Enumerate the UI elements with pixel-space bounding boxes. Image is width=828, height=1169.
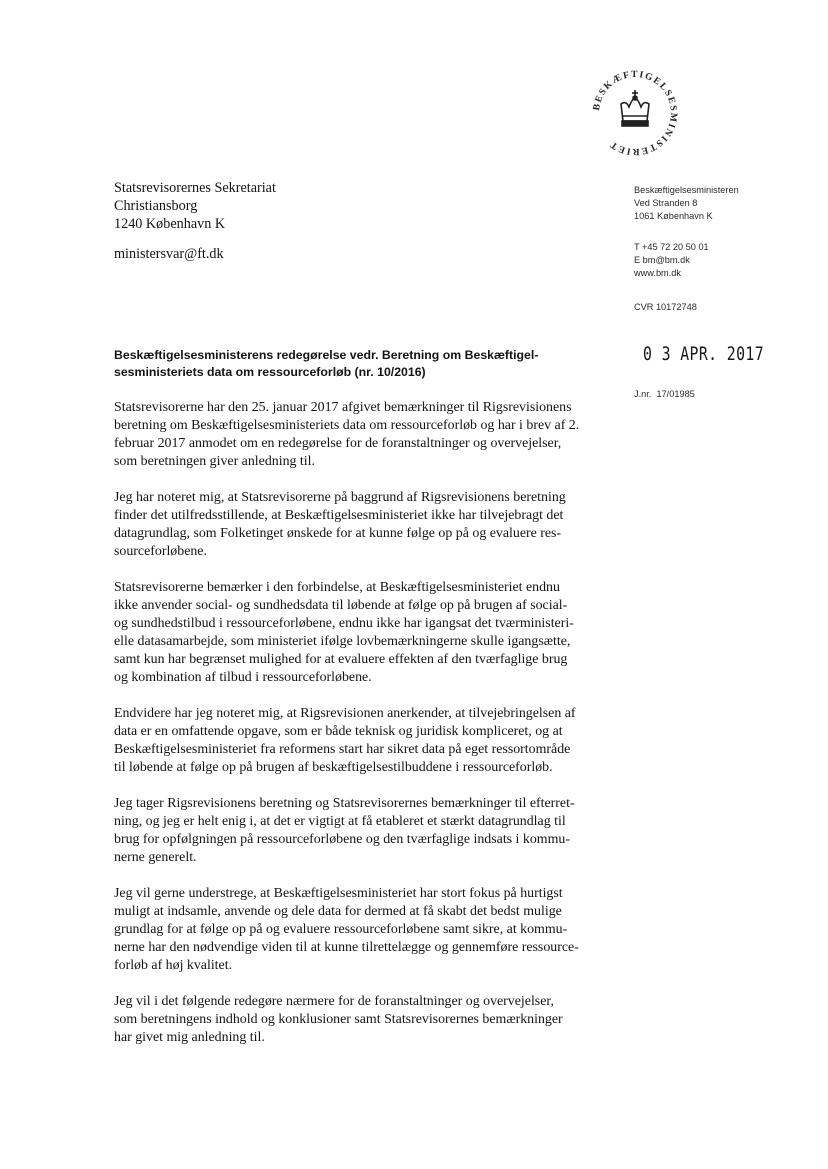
date-stamp: 0 3 APR. 2017 <box>643 343 765 365</box>
paragraph <box>114 579 604 687</box>
paragraph <box>114 705 604 777</box>
paragraph-line: sourceforløbene. <box>114 544 207 559</box>
paragraph-line: og kombination af tilbud i ressourceforløbene. <box>114 670 372 685</box>
paragraph-line: Jeg tager Rigsrevisionens beretning og Statsrevisorernes bemærkninger til efterret- <box>114 796 575 811</box>
paragraph-line: Jeg vil gerne understrege, at Beskæftigelsesministeriet har stort fokus på hurtigst <box>114 886 563 901</box>
paragraph-line: forløb af høj kvalitet. <box>114 958 233 973</box>
recipient-line: Christiansborg <box>114 198 198 214</box>
sender-phone: T +45 72 20 50 01 <box>634 242 709 252</box>
recipient-line: Statsrevisorernes Sekretariat <box>114 180 276 196</box>
journal-number: J.nr. 17/01985 <box>634 389 695 399</box>
paragraph-line: ikke anvender social- og sundhedsdata til løbende at følge op på brugen af social- <box>114 598 568 613</box>
paragraph-line: som beretningens indhold og konklusioner samt Statsrevisorernes bemærkninger <box>114 1012 563 1027</box>
paragraph <box>114 489 604 561</box>
paragraph-line: Statsrevisorerne har den 25. januar 2017 afgivet bemærkninger til Rigsrevisionens <box>114 400 572 415</box>
paragraph-line: samt kun har begrænset mulighed for at evaluere effekten af den tværfaglige brug <box>114 652 568 667</box>
paragraph-line: som beretningen giver anledning til. <box>114 454 315 469</box>
paragraph-line: nerne generelt. <box>114 850 197 865</box>
subject-line: sesministeriets data om ressourceforløb (nr. 10/2016) <box>114 365 426 379</box>
paragraph-line: nerne har den nødvendige viden til at kunne tilrettelægge og gennemføre ressource- <box>114 940 579 955</box>
paragraph-line: grundlag for at følge op på og evaluere ressourceforløbene samt sikre, at kommu- <box>114 922 568 937</box>
paragraph-line: brug for opfølgningen på ressourceforløbene og den tværfaglige indsats i kommu- <box>114 832 570 847</box>
sender-address-line: Ved Stranden 8 <box>634 198 698 208</box>
paragraph-line: Beskæftigelsesministeriet fra reformens start har sikret data på eget ressortområde <box>114 742 571 757</box>
paragraph-line: har givet mig anledning til. <box>114 1030 265 1045</box>
paragraph-line: februar 2017 anmodet om en redegørelse for de foranstaltninger og overvejelser, <box>114 436 562 451</box>
sender-address-line: 1061 København K <box>634 211 713 221</box>
paragraph-line: Statsrevisorerne bemærker i den forbindelse, at Beskæftigelsesministeriet endnu <box>114 580 560 595</box>
recipient-line: 1240 København K <box>114 216 226 232</box>
paragraph-line: til løbende at følge op på brugen af beskæftigelsestilbuddene i ressourceforløb. <box>114 760 553 775</box>
sender-contact <box>634 241 709 280</box>
paragraph <box>114 885 604 975</box>
paragraph-line: elle datasamarbejde, som ministeriet ifølge lovbemærkningerne skulle igangsætte, <box>114 634 571 649</box>
logo-text: BESKÆFTIGELSESMINISTERIET <box>591 69 679 157</box>
subject-heading <box>114 347 600 381</box>
sender-email: E bm@bm.dk <box>634 255 690 265</box>
paragraph-line: datagrundlag, som Folketinget ønskede for at kunne følge op på og evaluere res- <box>114 526 562 541</box>
paragraph-line: data er en omfattende opgave, som er både teknisk og juridisk kompliceret, og at <box>114 724 563 739</box>
paragraph-line: Jeg har noteret mig, at Statsrevisorerne på baggrund af Rigsrevisionens beretning <box>114 490 566 505</box>
sender-website: www.bm.dk <box>634 268 681 278</box>
sender-address <box>634 184 739 223</box>
subject-line: Beskæftigelsesministerens redegørelse vedr. Beretning om Beskæftigel- <box>114 348 539 362</box>
paragraph-line: Endvidere har jeg noteret mig, at Rigsrevisionen anerkender, at tilvejebringelsen af <box>114 706 576 721</box>
paragraph-line: finder det utilfredsstillende, at Beskæftigelsesministeriet ikke har tilvejebragt det <box>114 508 564 523</box>
recipient-address <box>114 179 276 233</box>
sender-address-line: Beskæftigelsesministeren <box>634 185 739 195</box>
crown-icon <box>621 90 649 126</box>
paragraph-line: og sundhedstilbud i ressourceforløbene, endnu ikke har igangsat det tværministeri- <box>114 616 574 631</box>
paragraph-line: beretning om Beskæftigelsesministeriets data om ressourceforløb og har i brev af 2. <box>114 418 580 433</box>
paragraph-line: ning, og jeg er helt enig i, at det er vigtigt at få etableret et stærkt datagrundlag til <box>114 814 566 829</box>
paragraph <box>114 399 604 471</box>
sender-cvr: CVR 10172748 <box>634 302 697 312</box>
paragraph-line: Jeg vil i det følgende redegøre nærmere for de foranstaltninger og overvejelser, <box>114 994 554 1009</box>
letter-body <box>114 399 604 1065</box>
ministry-logo <box>588 66 682 160</box>
recipient-email: ministersvar@ft.dk <box>114 246 224 262</box>
paragraph-line: muligt at indsamle, anvende og dele data for dermed at få skabt det bedst mulige <box>114 904 562 919</box>
paragraph <box>114 993 604 1047</box>
paragraph <box>114 795 604 867</box>
